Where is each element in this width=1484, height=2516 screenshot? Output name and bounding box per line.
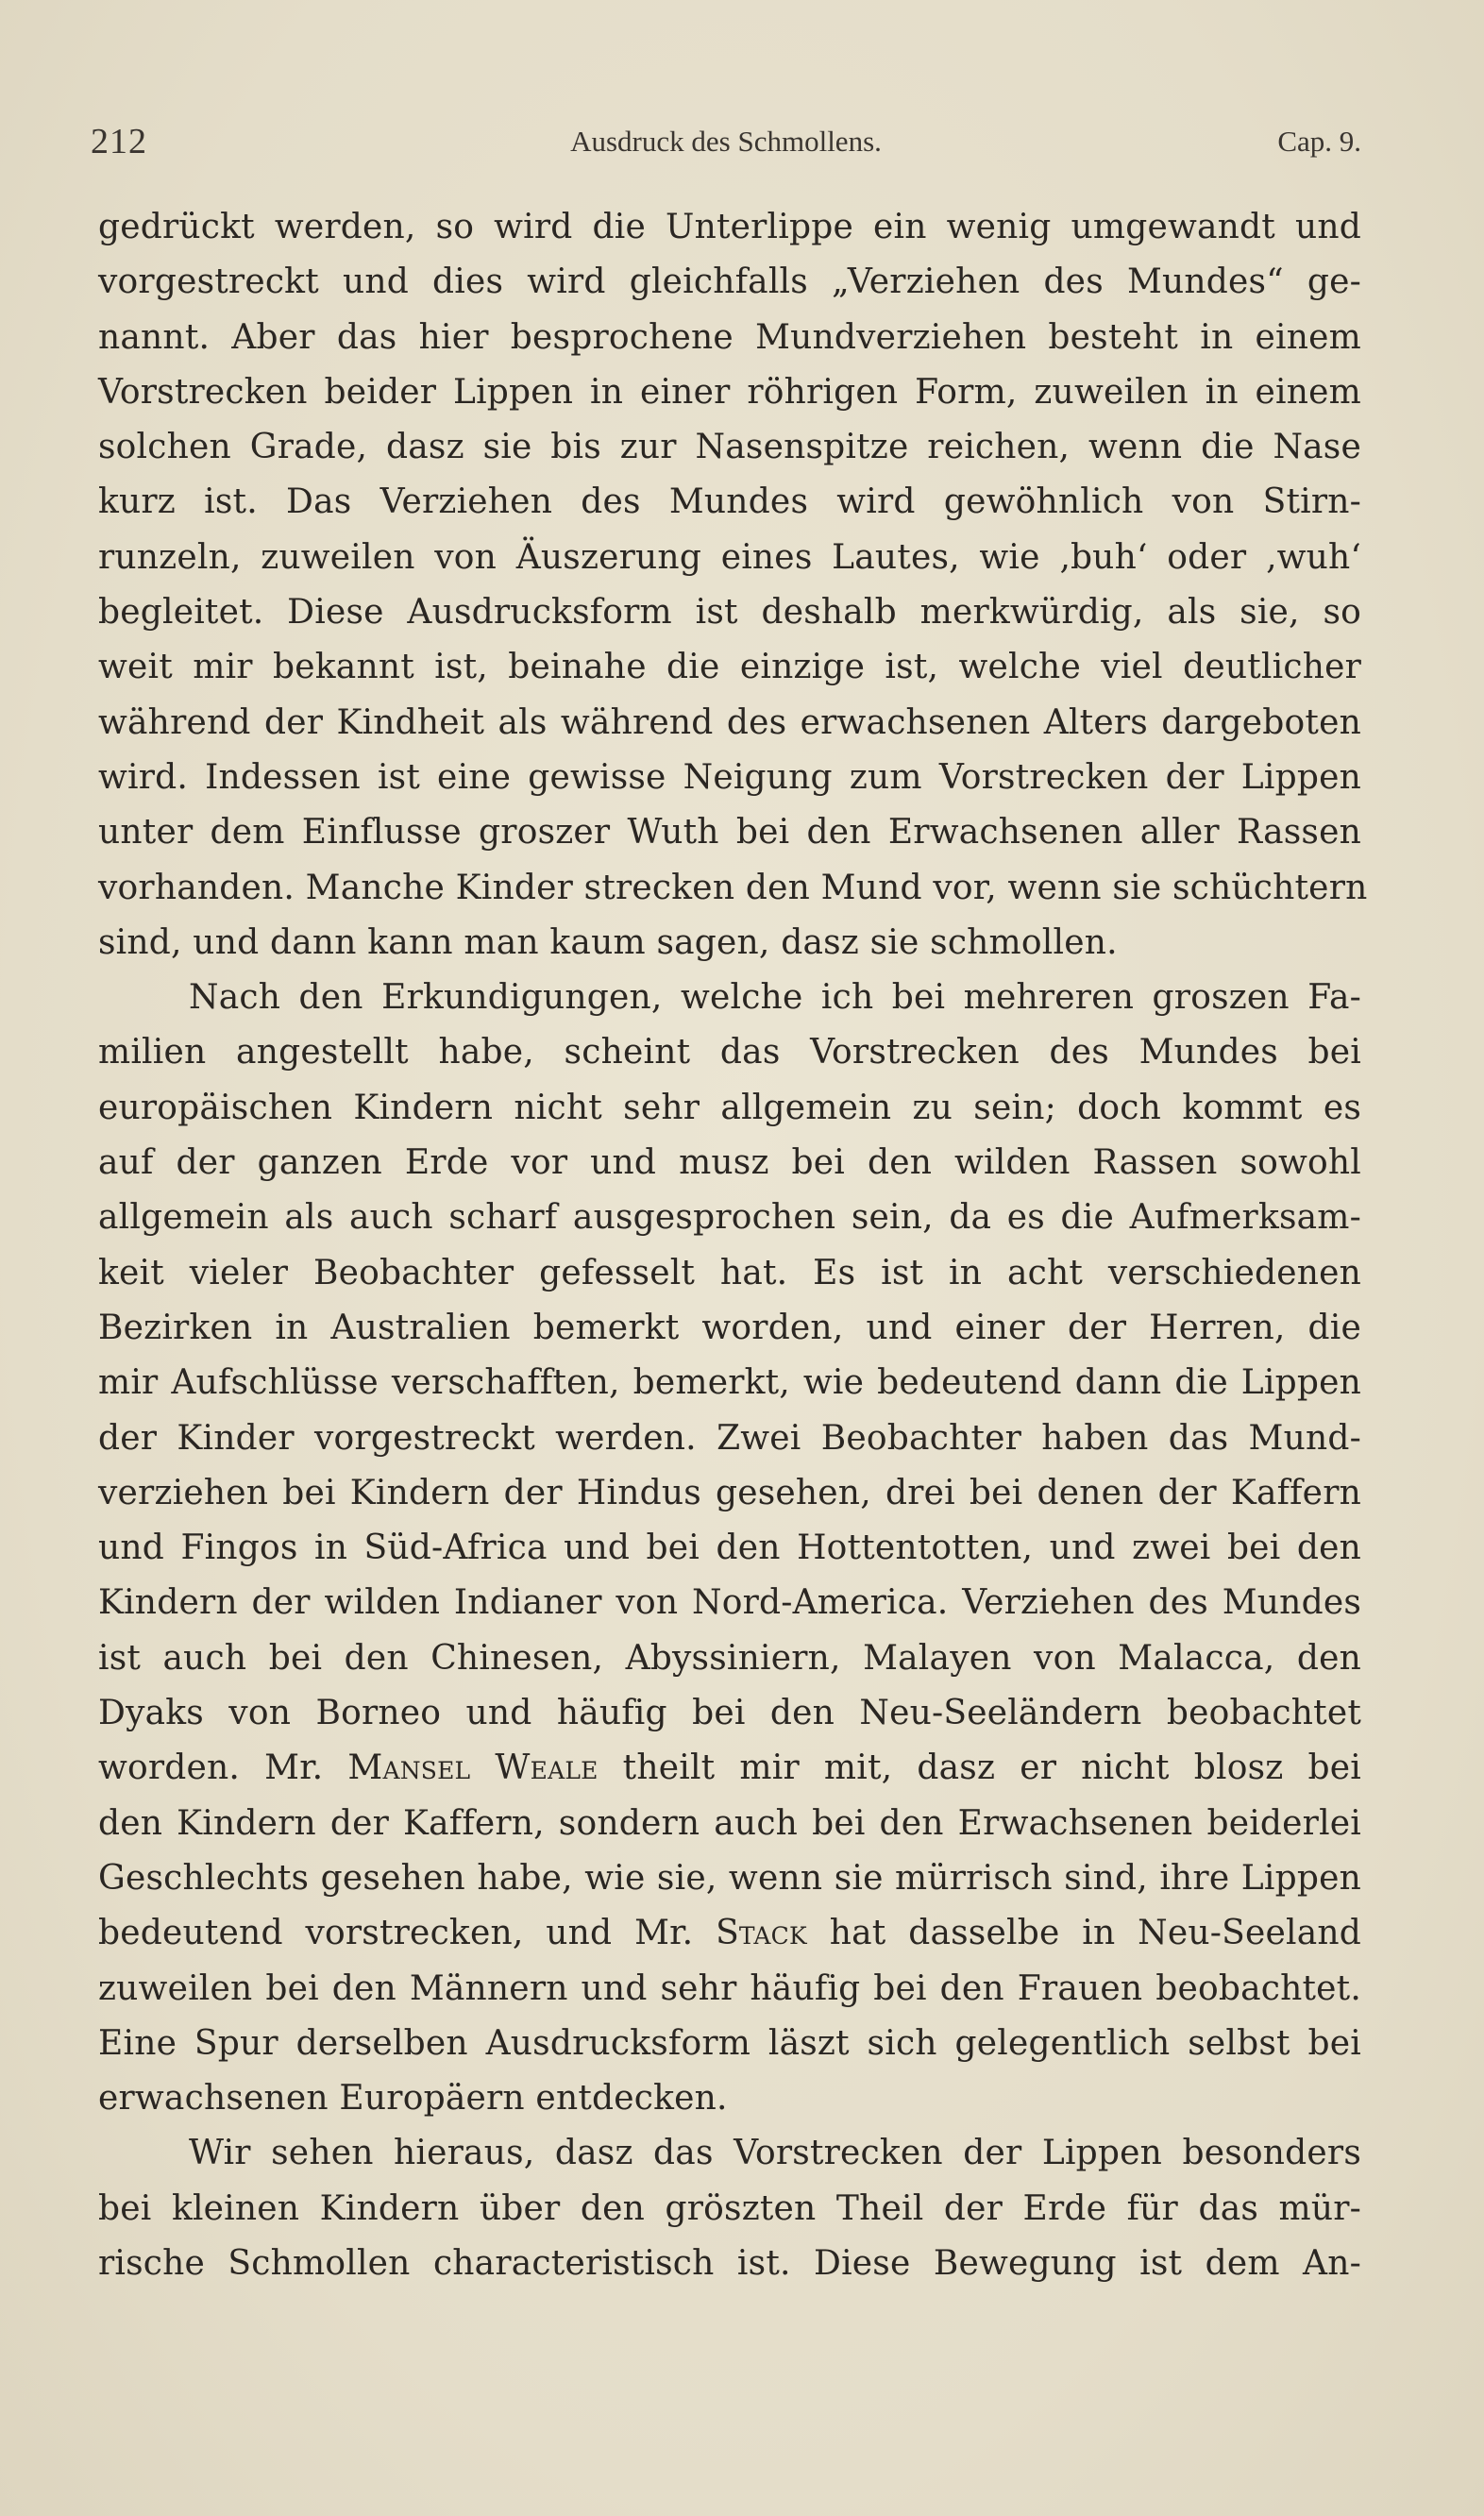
page-header [91,121,1361,166]
text-line: Geschlechts gesehen habe, wie sie, wenn sie mürrisch sind, ihre Lippen [98,1858,1361,1898]
text-line: ist auch bei den Chinesen, Abyssiniern, Malayen von Malacca, den [98,1638,1361,1678]
text-line: Kindern der wilden Indianer von Nord-America. Verziehen des Mundes [98,1583,1361,1623]
text-line: während der Kindheit als während des erwachsenen Alters dargeboten [98,702,1361,742]
text-line: rische Schmollen characteristisch ist. Diese Bewegung ist dem An- [98,2243,1361,2283]
text-line: der Kinder vorgestreckt werden. Zwei Beobachter haben das Mund- [98,1418,1361,1458]
text-line: sind, und dann kann man kaum sagen, dasz sie schmollen. [98,922,1118,962]
text-line: vorgestreckt und dies wird gleichfalls „Verziehen des Mundes“ ge- [98,262,1361,302]
text-line: worden. Mr. Mansel Weale theilt mir mit, dasz er nicht blosz bei [98,1748,1361,1788]
text-line: unter dem Einflusse groszer Wuth bei den Erwachsenen aller Rassen [98,813,1361,853]
chapter-label: Cap. 9. [1277,125,1361,158]
text-line: gedrückt werden, so wird die Unterlippe ein wenig umgewandt und [98,208,1361,246]
text-line: milien angestellt habe, scheint das Vorstrecken des Mundes bei [98,1033,1361,1072]
text-line: solchen Grade, dasz sie bis zur Nasenspitze reichen, wenn die Nase [98,428,1361,467]
page-number: 212 [91,122,147,161]
text-line: bedeutend vorstrecken, und Mr. Stack hat dasselbe in Neu-Seeland [98,1914,1361,1953]
text-line: und Fingos in Süd-Africa und bei den Hottentotten, und zwei bei den [98,1528,1361,1568]
text-line: keit vieler Beobachter gefesselt hat. Es ist in acht verschiedenen [98,1253,1361,1292]
text-line: kurz ist. Das Verziehen des Mundes wird gewöhnlich von Stirn- [98,482,1361,522]
text-line: zuweilen bei den Männern und sehr häufig bei den Frauen beobachtet. [98,1968,1361,2008]
text-line: bei kleinen Kindern über den gröszten Theil der Erde für das mür- [98,2188,1361,2228]
text-line: Dyaks von Borneo und häufig bei den Neu-Seeländern beobachtet [98,1694,1361,1733]
text-line: begleitet. Diese Ausdrucksform ist deshalb merkwürdig, als sie, so [98,593,1361,633]
text-line: Eine Spur derselben Ausdrucksform läszt sich gelegentlich selbst bei [98,2023,1361,2063]
text-line: mir Aufschlüsse verschafften, bemerkt, wie bedeutend dann die Lippen [98,1363,1361,1403]
text-line: erwachsenen Europäern entdecken. [98,2079,728,2119]
text-line: vorhanden. Manche Kinder strecken den Mund vor, wenn sie schüchtern [98,868,1368,907]
person-name: Stack [716,1914,807,1953]
text-line: auf der ganzen Erde vor und musz bei den wilden Rassen sowohl [98,1143,1361,1183]
paragraph [98,2126,1361,2291]
text-line: allgemein als auch scharf ausgesprochen sein, da es die Aufmerksam- [98,1198,1361,1238]
text-line: europäischen Kindern nicht sehr allgemein zu sein; doch kommt es [98,1088,1361,1127]
person-name: Mansel Weale [347,1748,599,1788]
paragraph [98,971,1361,2126]
text-line: Wir sehen hieraus, dasz das Vorstrecken der Lippen besonders [189,2134,1361,2173]
running-title: Ausdruck des Schmollens. [570,125,882,158]
body-text [98,200,1368,2291]
text-line: wird. Indessen ist eine gewisse Neigung zum Vorstrecken der Lippen [98,757,1361,797]
text-line: nannt. Aber das hier besprochene Mundverziehen besteht in einem [98,317,1361,357]
text-line: den Kindern der Kaffern, sondern auch bei den Erwachsenen beiderlei [98,1803,1361,1843]
text-line: Vorstrecken beider Lippen in einer röhrigen Form, zuweilen in einem [98,372,1361,412]
text-line: verziehen bei Kindern der Hindus gesehen, drei bei denen der Kaffern [98,1473,1361,1512]
text-line: runzeln, zuweilen von Äuszerung eines Lautes, wie ‚buh‘ oder ‚wuh‘ [98,537,1361,577]
text-line: Bezirken in Australien bemerkt worden, und einer der Herren, die [98,1308,1361,1347]
text-line: weit mir bekannt ist, beinahe die einzige ist, welche viel deutlicher [98,648,1361,687]
text-line: Nach den Erkundigungen, welche ich bei mehreren groszen Fa- [189,978,1361,1018]
paragraph [98,200,1368,971]
